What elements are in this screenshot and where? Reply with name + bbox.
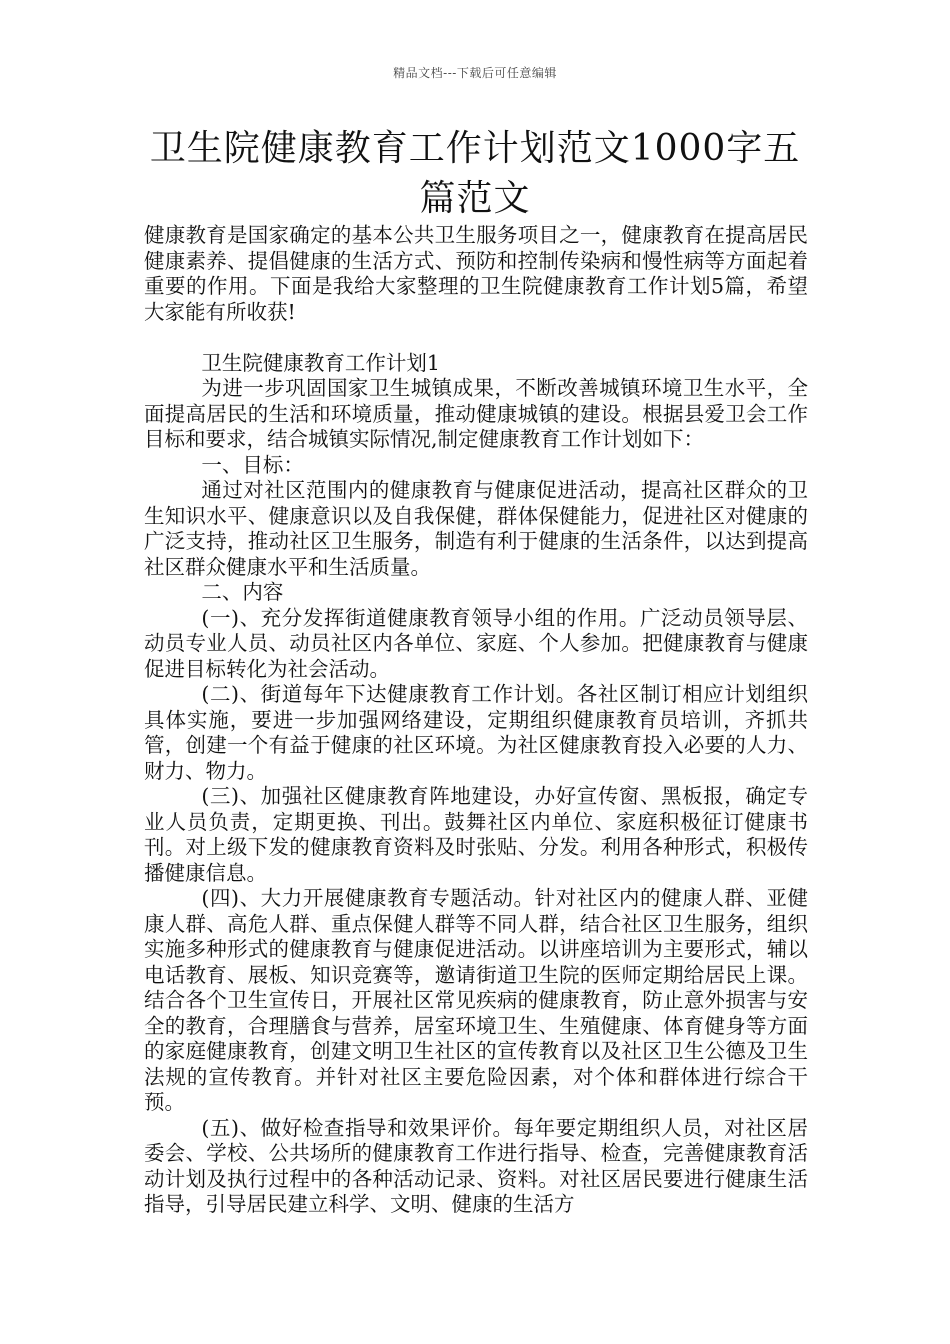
section-heading-goals: 一、目标： xyxy=(201,452,304,477)
paragraph-background: 为进一步巩固国家卫生城镇成果，不断改善城镇环境卫生水平，全面提高居民的生活和环境质量，推动健康城镇的建设。根据县爱卫会工作目标和要求，结合城镇实际情况,制定健康教育工作计划如下： xyxy=(144,376,808,451)
paragraph-item-1: (一)、充分发挥街道健康教育领导小组的作用。广泛动员领导层、动员专业人员、动员社区内各单位、家庭、个人参加。把健康教育与健康促进目标转化为社会活动。 xyxy=(144,605,808,681)
document-body xyxy=(144,223,808,1218)
header-note: 精品文档---下载后可任意编辑 xyxy=(393,66,557,80)
section-heading-content: 二、内容 xyxy=(201,580,284,604)
paragraph-goals: 通过对社区范围内的健康教育与健康促进活动，提高社区群众的卫生知识水平、健康意识以及自我保健，群体保健能力，促进社区对健康的广泛支持，推动社区卫生服务，制造有利于健康的生活条件，以达到提高社区群众健康水平和生活质量。 xyxy=(144,478,808,579)
paragraph-item-3: (三)、加强社区健康教育阵地建设，办好宣传窗、黑板报，确定专业人员负责，定期更换、刊出。鼓舞社区内单位、家庭积极征订健康书刊。对上级下发的健康教育资料及时张贴、分发。利用各种形式，积极传播健康信息。 xyxy=(144,784,808,885)
document-title: 卫生院健康教育工作计划范文1000字五篇范文 xyxy=(149,128,801,219)
plan-heading: 卫生院健康教育工作计划1 xyxy=(201,350,440,375)
paragraph-spacer xyxy=(144,325,808,351)
paragraph-item-2: (二)、街道每年下达健康教育工作计划。各社区制订相应计划组织具体实施，要进一步加强网络建设，定期组织健康教育员培训，齐抓共管，创建一个有益于健康的社区环境。为社区健康教育投入必要的人力、财力、物力。 xyxy=(144,682,808,783)
intro-paragraph: 健康教育是国家确定的基本公共卫生服务项目之一，健康教育在提高居民健康素养、提倡健康的生活方式、预防和控制传染病和慢性病等方面起着重要的作用。下面是我给大家整理的卫生院健康教育工作计划5篇，希望大家能有所收获! xyxy=(144,223,808,324)
paragraph-item-4: (四)、大力开展健康教育专题活动。针对社区内的健康人群、亚健康人群、高危人群、重点保健人群等不同人群，结合社区卫生服务，组织实施多种形式的健康教育与健康促进活动。以讲座培训为主要形式，辅以电话教育、展板、知识竞赛等，邀请街道卫生院的医师定期给居民上课。结合各个卫生宣传日，开展社区常见疾病的健康教育，防止意外损害与安全的教育，合理膳食与营养，居室环境卫生、生殖健康、体育健身等方面的家庭健康教育，创建文明卫生社区的宣传教育以及社区卫生公德及卫生法规的宣传教育。并针对社区主要危险因素，对个体和群体进行综合干预。 xyxy=(144,886,808,1114)
paragraph-item-5: (五)、做好检查指导和效果评价。每年要定期组织人员，对社区居委会、学校、公共场所的健康教育工作进行指导、检查，完善健康教育活动计划及执行过程中的各种活动记录、资料。对社区居民要进行健康生活指导，引导居民建立科学、文明、健康的生活方 xyxy=(144,1115,808,1216)
